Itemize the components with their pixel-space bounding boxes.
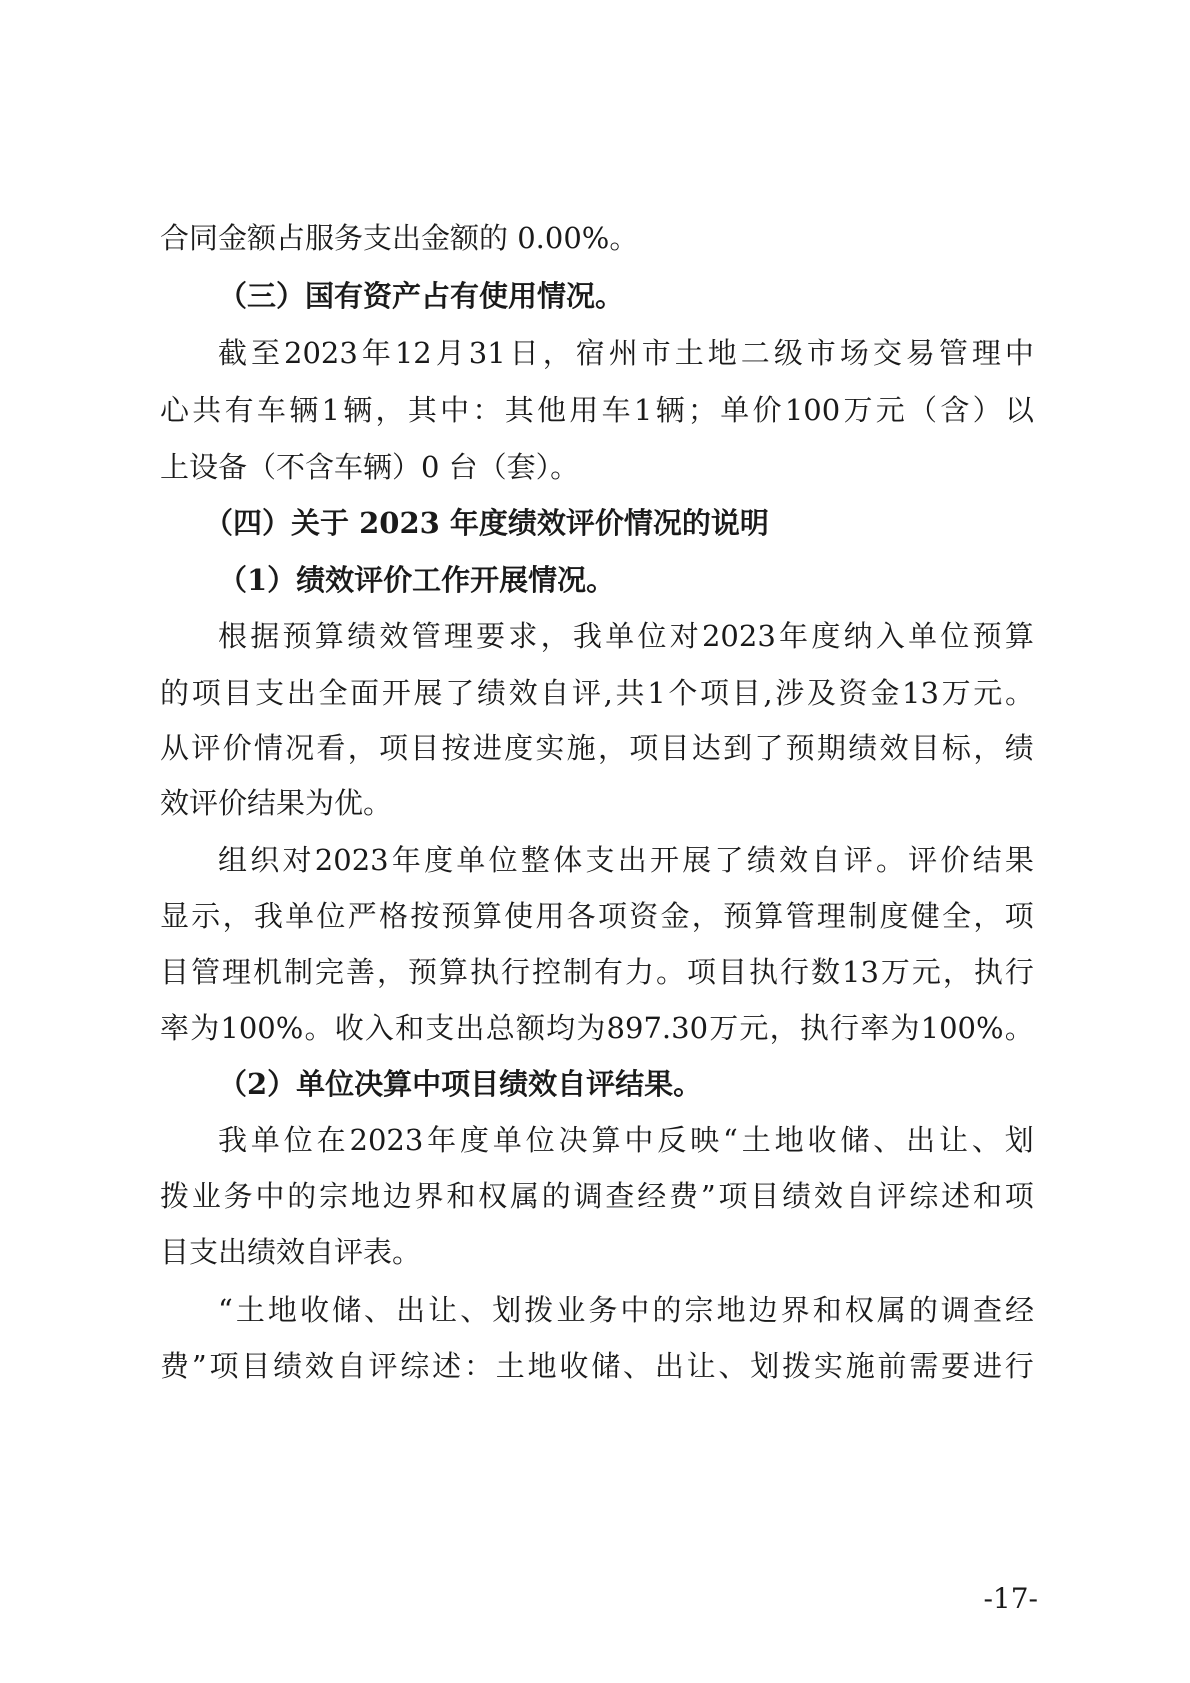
- body-text-line: 率 为 100% 。 收 入 和 支 出 总 额 均 为 897.30 万 元 ， 执 行 率 为 100% 。: [160, 1011, 1034, 1045]
- body-text-line: 目支出绩效自评表。: [160, 1235, 422, 1269]
- body-text-line: 截 至 2023 年 12 月 31 日 ， 宿 州 市 土 地 二 级 市 场 交 易 管 理 中: [218, 336, 1034, 370]
- section-heading: （1）绩效评价工作开展情况。: [218, 563, 616, 597]
- page-number: -17-: [983, 1582, 1038, 1615]
- body-text-line: 费 ” 项 目 绩 效 自 评 综 述 ： 土 地 收 储 、 出 让 、 划 拨 实 施 前 需 要 进 行: [160, 1349, 1034, 1383]
- body-text-line: 目 管 理 机 制 完 善 ， 预 算 执 行 控 制 有 力 。 项 目 执 行 数 13 万 元 ， 执 行: [160, 955, 1034, 989]
- body-text-line: 组 织 对 2023 年 度 单 位 整 体 支 出 开 展 了 绩 效 自 评 。 评 价 结 果: [218, 843, 1034, 877]
- body-text-line: 我 单 位 在 2023 年 度 单 位 决 算 中 反 映 “ 土 地 收 储 、 出 让 、 划: [218, 1123, 1034, 1157]
- section-heading: （2）单位决算中项目绩效自评结果。: [218, 1067, 703, 1101]
- section-heading: （四）关于 2023 年度绩效评价情况的说明: [204, 506, 769, 540]
- body-text-line: 拨 业 务 中 的 宗 地 边 界 和 权 属 的 调 查 经 费 ” 项 目 绩 效 自 评 综 述 和 项: [160, 1179, 1034, 1213]
- body-text-line: 合同金额占服务支出金额的 0.00%。: [160, 221, 639, 255]
- body-text-line: 效评价结果为优。: [160, 786, 393, 820]
- section-heading: （三）国有资产占有使用情况。: [218, 279, 625, 313]
- body-text-line: 从 评 价 情 况 看 ， 项 目 按 进 度 实 施 ， 项 目 达 到 了 预 期 绩 效 目 标 ， 绩: [160, 731, 1034, 765]
- body-text-line: 上设备（不含车辆）0 台（套）。: [160, 450, 580, 484]
- body-text-line: 的 项 目 支 出 全 面 开 展 了 绩 效 自 评 , 共 1 个 项 目 , 涉 及 资 金 13 万 元 。: [160, 676, 1034, 710]
- body-text-line: “ 土 地 收 储 、 出 让 、 划 拨 业 务 中 的 宗 地 边 界 和 权 属 的 调 查 经: [218, 1293, 1034, 1327]
- body-text-line: 根 据 预 算 绩 效 管 理 要 求 ， 我 单 位 对 2023 年 度 纳 入 单 位 预 算: [218, 619, 1034, 653]
- body-text-line: 显 示 ， 我 单 位 严 格 按 预 算 使 用 各 项 资 金 ， 预 算 管 理 制 度 健 全 ， 项: [160, 899, 1034, 933]
- body-text-line: 心 共 有 车 辆 1 辆 ， 其 中 ： 其 他 用 车 1 辆 ； 单 价 100 万 元 （ 含 ） 以: [160, 393, 1034, 427]
